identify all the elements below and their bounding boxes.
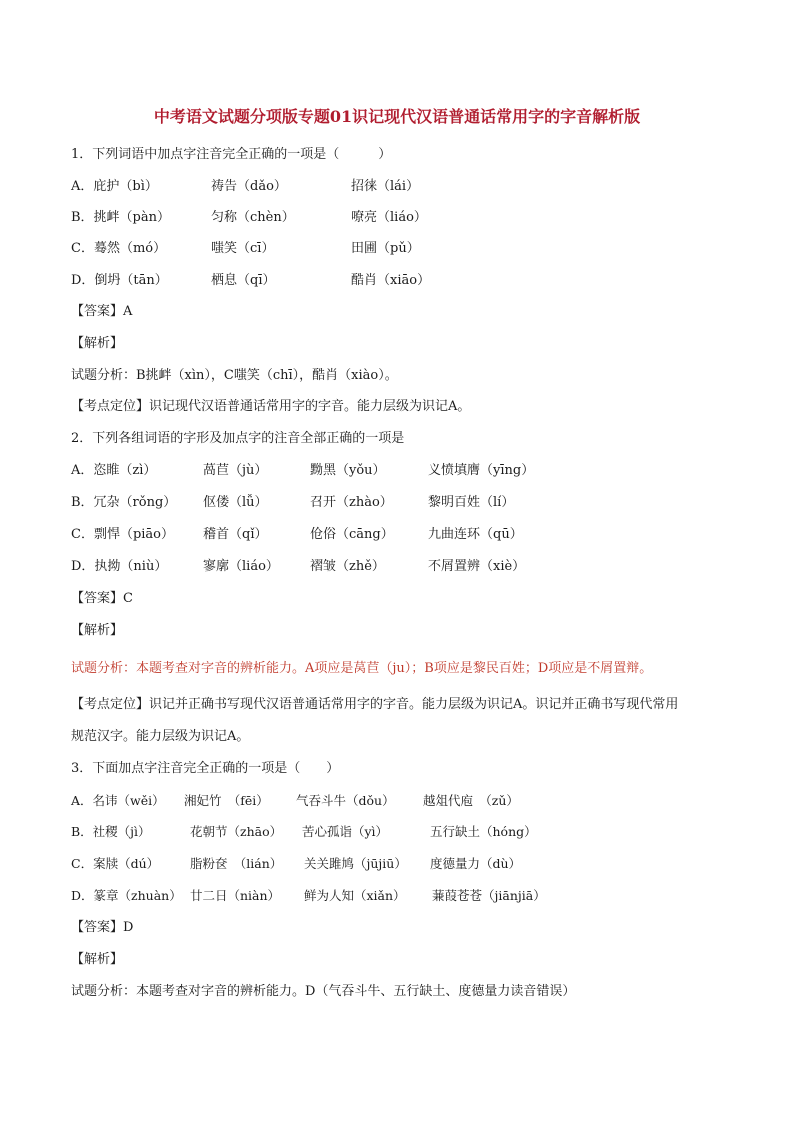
q1-option-d-word3: 酷肖（xiāo）: [351, 273, 431, 288]
q1-option-b-word2: 匀称（chèn）: [211, 210, 295, 225]
q2-option-c-word3: 伧俗（cāng）: [310, 527, 394, 542]
q3-option-c-word3: 关关雎鸠（jūjiū）: [304, 856, 407, 871]
q2-option-c-word4: 九曲连环（qū）: [428, 527, 523, 542]
q2-answer: 【答案】C: [71, 591, 133, 606]
q1-option-c-word2: 嗤笑（cī）: [211, 241, 275, 256]
q1-option-d-word2: 栖息（qī）: [211, 273, 276, 288]
q1-stem: 1．下列词语中加点字注音完全正确的一项是（ ）: [71, 147, 392, 162]
q2-option-a: A．恣睢（zì）: [71, 463, 157, 478]
q3-option-a-word2: 湘妃竹 （fēi）: [184, 793, 269, 808]
q2-analysis: 试题分析：本题考查对字音的辨析能力。A项应是莴苣（ju）；B项应是黎民百姓；D项应是不屑置辩。: [71, 661, 653, 676]
q2-option-c-word2: 稽首（qǐ）: [203, 527, 268, 542]
q3-analysis-heading: 【解析】: [71, 952, 124, 967]
q2-option-b-word3: 召开（zhào）: [310, 495, 393, 510]
q2-option-c: C．剽悍（piāo）: [71, 527, 175, 542]
q2-option-d: D．执拗（niù）: [71, 559, 168, 574]
q3-stem: 3．下面加点字注音完全正确的一项是（ ）: [71, 761, 340, 776]
q2-option-d-word3: 褶皱（zhě）: [310, 559, 385, 574]
q3-option-b-word4: 五行缺土（hóng）: [430, 824, 537, 839]
q3-answer: 【答案】D: [71, 920, 134, 935]
q1-option-b: B．挑衅（pàn）: [71, 210, 170, 225]
q2-option-a-word4: 义愤填膺（yīng）: [428, 463, 535, 478]
q3-option-a: A．名讳（wěi）: [71, 793, 165, 808]
q3-option-a-word3: 气吞斗牛（dǒu）: [296, 793, 395, 808]
q3-option-a-word4: 越俎代庖 （zǔ）: [423, 793, 519, 808]
q2-stem: 2．下列各组词语的字形及加点字的注音全部正确的一项是: [71, 431, 405, 446]
q1-option-d: D．倒坍（tān）: [71, 273, 168, 288]
document-title: 中考语文试题分项版专题01识记现代汉语普通话常用字的字音解析版: [153, 107, 641, 126]
q2-key-point-line2: 规范汉字。能力层级为识记A。: [71, 729, 250, 744]
q2-analysis-heading: 【解析】: [71, 623, 124, 638]
q2-option-d-word4: 不屑置辨（xiè）: [428, 559, 526, 574]
q1-option-a: A．庇护（bì）: [71, 179, 158, 194]
q1-analysis-heading: 【解析】: [71, 336, 124, 351]
q3-option-b: B．社稷（jì）: [71, 824, 151, 839]
q1-option-c: C．蓦然（mó）: [71, 241, 167, 256]
q3-option-d-word4: 蒹葭苍苍（jiānjiā）: [432, 888, 546, 903]
q3-option-b-word2: 花朝节（zhāo）: [190, 824, 283, 839]
q1-option-a-word3: 招徕（lái）: [351, 179, 420, 194]
q1-analysis: 试题分析：B挑衅（xìn），C嗤笑（chī），酷肖（xiào）。: [71, 368, 398, 383]
q3-option-c-word2: 脂粉奁 （lián）: [190, 856, 283, 871]
q2-option-b-word2: 伛偻（lǚ）: [203, 495, 268, 510]
q3-option-d-word2: 廿二日（niàn）: [190, 888, 281, 903]
q1-option-b-word3: 嘹亮（liáo）: [351, 210, 427, 225]
q1-option-a-word2: 祷告（dǎo）: [211, 179, 287, 194]
q2-option-b: B．冗杂（rǒng）: [71, 495, 177, 510]
q1-key-point: 【考点定位】识记现代汉语普通话常用字的字音。能力层级为识记A。: [71, 399, 471, 414]
q3-analysis: 试题分析：本题考查对字音的辨析能力。D（气吞斗牛、五行缺土、度德量力读音错误）: [71, 984, 576, 999]
q2-option-b-word4: 黎明百姓（lí）: [428, 495, 515, 510]
q1-answer: 【答案】A: [71, 304, 133, 319]
q2-key-point-line1: 【考点定位】识记并正确书写现代汉语普通话常用字的字音。能力层级为识记A。识记并正确书写现代常用: [71, 697, 679, 712]
q3-option-c: C．案牍（dú）: [71, 856, 160, 871]
q3-option-d: D．篆章（zhuàn）: [71, 888, 182, 903]
q3-option-c-word4: 度德量力（dù）: [430, 856, 522, 871]
q2-option-a-word2: 萵苣（jù）: [203, 463, 268, 478]
q2-option-d-word2: 寥廓（liáo）: [203, 559, 279, 574]
q2-option-a-word3: 黝黑（yǒu）: [310, 463, 386, 478]
q3-option-d-word3: 鲜为人知（xiǎn）: [304, 888, 406, 903]
q1-option-c-word3: 田圃（pǔ）: [351, 241, 420, 256]
q3-option-b-word3: 苦心孤诣（yì）: [302, 824, 389, 839]
